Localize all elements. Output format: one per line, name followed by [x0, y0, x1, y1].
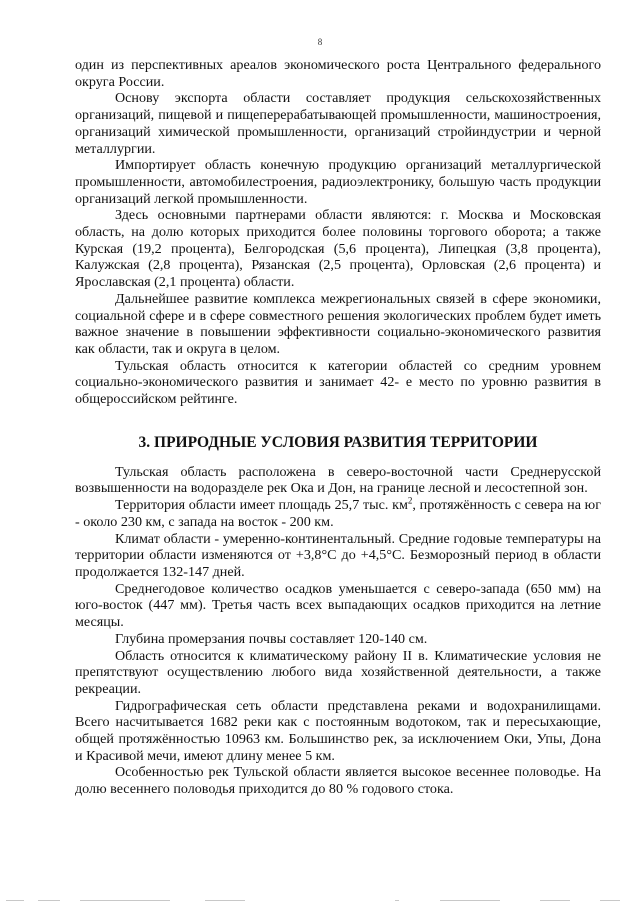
paragraph: Гидрографическая сеть области представлена реками и водохранилищами. Всего насчитывается 1682 реки как с постоянным водотоком, так и пересыхающие, общей протяжённостью 10963 км. Большинство рек, за исключением Оки, Упы, Дона и Красивой мечи, имеют длину менее 5 км.	[75, 697, 601, 764]
paragraph: Среднегодовое количество осадков уменьшается с северо-запада (650 мм) на юго-восток (447 мм). Третья часть всех выпадающих осадков приходится на летние месяцы.	[75, 580, 601, 631]
section-heading: 3. ПРИРОДНЫЕ УСЛОВИЯ РАЗВИТИЯ ТЕРРИТОРИИ	[138, 433, 538, 451]
superscript: 2	[407, 495, 413, 506]
paragraph: Дальнейшее развитие комплекса межрегиональных связей в сфере экономики, социальной сфере и в сфере совместного решения экологических проблем будет иметь важное значение в повышении эффективности социально-экономического развития как области, так и округа в целом.	[75, 290, 601, 357]
paragraph: Область относится к климатическому району II в. Климатические условия не препятствуют осуществлению любого вида хозяйственной деятельности, а также рекреации.	[75, 647, 601, 697]
paragraph: Особенностью рек Тульской области является высокое весеннее половодье. На долю весеннего половодья приходится до 80 % годового стока.	[75, 764, 601, 798]
paragraph: Тульская область расположена в северо-восточной части Среднерусской возвышенности на водоразделе рек Ока и Дон, на границе лесной и лесостепной зон.	[75, 463, 601, 497]
paragraph: Глубина промерзания почвы составляет 120-140 см.	[115, 630, 428, 647]
paragraph: Основу экспорта области составляет продукция сельскохозяйственных организаций, пищевой и пищеперерабатывающей промышленности, машиностроения, организаций химической промышленности, организаций стройиндустрии и черной металлургии.	[75, 90, 601, 157]
page-body	[75, 57, 601, 798]
paragraph: Здесь основными партнерами области являются: г. Москва и Московская область, на долю которых приходится более половины торгового оборота; а также Курская (19,2 процента), Белгородская (5,6 процента), Липецкая (3,8 процента), Калужская (2,8 процента), Рязанская (2,5 процента), Орловская (2,6 процента) и Ярославская (2,1 процента) области.	[75, 207, 601, 291]
paragraph: Климат области - умеренно-континентальный. Средние годовые температуры на территории области изменяются от +3,8°C до +4,5°C. Безморозный период в области продолжается 132-147 дней.	[75, 530, 601, 580]
paragraph: Тульская область относится к категории областей со средним уровнем социально-экономического развития и занимает 42- е место по уровню развития в общероссийском рейтинге.	[75, 357, 601, 408]
paragraph: Импортирует область конечную продукцию организаций металлургической промышленности, автомобилестроения, радиоэлектронику, большую часть продукции организаций легкой промышленности.	[75, 157, 601, 207]
paragraph: один из перспективных ареалов экономического роста Центрального федерального округа России.	[75, 57, 601, 90]
scan-artifacts	[0, 895, 640, 901]
paragraph-territory	[75, 497, 601, 530]
page-number: 8	[317, 37, 323, 47]
territory-text-rest: , протяжённость с севера на юг - около 230 км, с запада на восток - 200 км.	[75, 497, 601, 530]
territory-text: Территория области имеет площадь 25,7 тыс. км	[115, 497, 408, 514]
